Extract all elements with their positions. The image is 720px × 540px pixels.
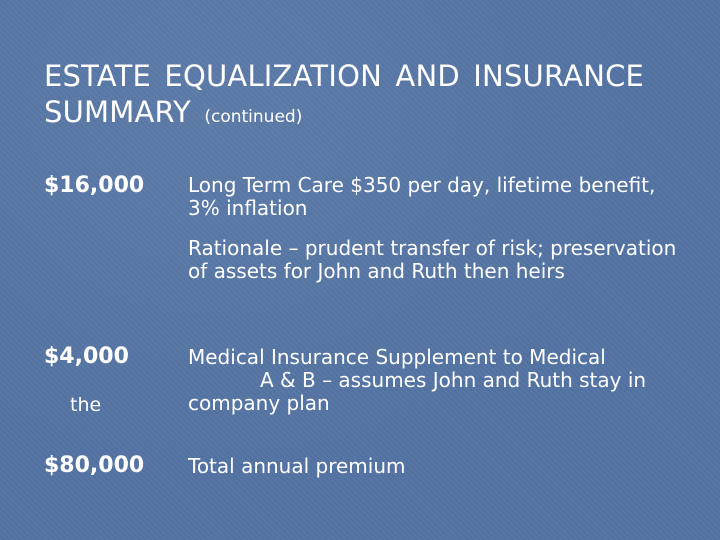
description-medical-supplement	[188, 346, 688, 415]
medical-line-2-wrap	[188, 369, 688, 392]
amount-note: the	[70, 394, 102, 416]
description-total: Total annual premium	[188, 454, 406, 478]
amount-long-term-care: $16,000	[44, 173, 145, 198]
description-rationale: Rationale – prudent transfer of risk; preservation of assets for John and Ruth then heirs	[188, 236, 677, 283]
slide-title	[44, 58, 684, 135]
amount-total: $80,000	[44, 453, 145, 478]
description-long-term-care: Long Term Care $350 per day, lifetime benefit, 3% inflation	[188, 173, 656, 220]
medical-line-3: company plan	[188, 391, 330, 415]
title-text: ESTATE EQUALIZATION AND INSURANCE SUMMARY	[44, 59, 645, 129]
medical-line-1: Medical Insurance Supplement to Medical	[188, 345, 606, 369]
title-suffix: (continued)	[204, 107, 303, 127]
amount-medical-supplement: $4,000	[44, 344, 129, 369]
medical-line-2: A & B – assumes John and Ruth stay in	[260, 368, 647, 392]
